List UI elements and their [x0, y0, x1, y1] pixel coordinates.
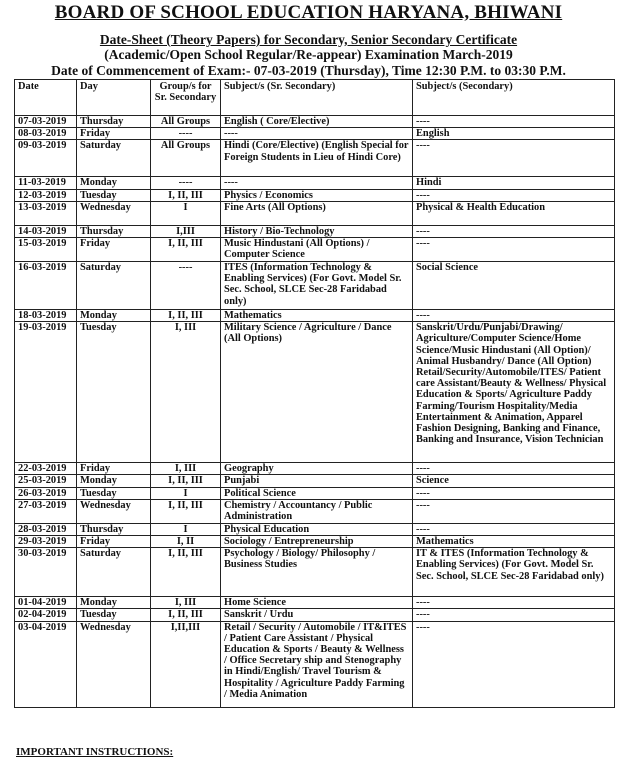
- date-cell: 25-03-2019: [15, 475, 77, 487]
- sr-subject-cell: Physical Education: [221, 523, 413, 535]
- sec-subject-cell: ----: [413, 116, 615, 128]
- groups-cell: I,III: [151, 225, 221, 237]
- day-cell: Wednesday: [77, 621, 151, 707]
- sec-subject-cell: ----: [413, 487, 615, 499]
- date-sheet-title: Date-Sheet (Theory Papers) for Secondary, Senior Secondary Certificate: [99, 31, 518, 47]
- groups-cell: I, II, III: [151, 548, 221, 597]
- day-cell: Tuesday: [77, 189, 151, 201]
- header-day: Day: [77, 80, 151, 116]
- date-cell: 18-03-2019: [15, 310, 77, 322]
- sr-subject-cell: Sanskrit / Urdu: [221, 609, 413, 621]
- day-cell: Friday: [77, 128, 151, 140]
- date-cell: 16-03-2019: [15, 262, 77, 310]
- sec-subject-cell: Science: [413, 475, 615, 487]
- table-row: [15, 177, 615, 189]
- sr-subject-cell: Hindi (Core/Elective) (English Special for Foreign Students in Lieu of Hindi Core): [221, 140, 413, 177]
- sec-subject-cell: ----: [413, 523, 615, 535]
- table-row: [15, 238, 615, 262]
- date-cell: 19-03-2019: [15, 322, 77, 463]
- date-cell: 09-03-2019: [15, 140, 77, 177]
- day-cell: Wednesday: [77, 499, 151, 523]
- sec-subject-cell: IT & ITES (Information Technology & Enabling Services) (For Govt. Model Sr. Sec. School, SLCE Sec-28 Faridabad only): [413, 548, 615, 597]
- sec-subject-cell: ----: [413, 238, 615, 262]
- day-cell: Wednesday: [77, 201, 151, 225]
- sec-subject-cell: ----: [413, 463, 615, 475]
- date-cell: 26-03-2019: [15, 487, 77, 499]
- day-cell: Tuesday: [77, 322, 151, 463]
- table-header-row: [15, 80, 615, 116]
- date-cell: 14-03-2019: [15, 225, 77, 237]
- groups-cell: All Groups: [151, 116, 221, 128]
- instructions-heading: IMPORTANT INSTRUCTIONS:: [16, 746, 174, 758]
- sr-subject-cell: Home Science: [221, 597, 413, 609]
- sec-subject-cell: ----: [413, 597, 615, 609]
- groups-cell: I, II: [151, 536, 221, 548]
- date-cell: 12-03-2019: [15, 189, 77, 201]
- sr-subject-cell: Music Hindustani (All Options) / Computer Science: [221, 238, 413, 262]
- board-title: BOARD OF SCHOOL EDUCATION HARYANA, BHIWANI: [54, 2, 563, 23]
- day-cell: Tuesday: [77, 487, 151, 499]
- table-row: [15, 523, 615, 535]
- table-row: [15, 597, 615, 609]
- sr-subject-cell: Military Science / Agriculture / Dance (All Options): [221, 322, 413, 463]
- groups-cell: ----: [151, 262, 221, 310]
- sec-subject-cell: Hindi: [413, 177, 615, 189]
- sr-subject-cell: ----: [221, 177, 413, 189]
- sec-subject-cell: ----: [413, 310, 615, 322]
- day-cell: Saturday: [77, 548, 151, 597]
- sec-subject-cell: ----: [413, 499, 615, 523]
- sec-subject-cell: Physical & Health Education: [413, 201, 615, 225]
- groups-cell: I,II,III: [151, 621, 221, 707]
- groups-cell: I, II, III: [151, 238, 221, 262]
- sr-subject-cell: Retail / Security / Automobile / IT&ITES / Patient Care Assistant / Physical Education & Sports / Beauty & Wellness / Office Secretary ship and Stenography in Hindi/English/ Travel Tourism & Hospitality / Agriculture Paddy Farming / Media Animation: [221, 621, 413, 707]
- groups-cell: I: [151, 201, 221, 225]
- date-cell: 28-03-2019: [15, 523, 77, 535]
- table-row: [15, 201, 615, 225]
- sec-subject-cell: Sanskrit/Urdu/Punjabi/Drawing/ Agriculture/Computer Science/Home Science/Music Hindustani (All Option)/ Animal Husbandry/ Dance (All Option) Retail/Security/Automobile/ITES/ Patient care Assistant/Beauty & Wellness/ Physical Education & Sports/ Agriculture Paddy Farming/Tourism Hospitality/Media Entertainment & Animation, Apparel Fashion Designing, Banking and Finance, Banking and Insurance, Vision Technician: [413, 322, 615, 463]
- groups-cell: All Groups: [151, 140, 221, 177]
- sec-subject-cell: English: [413, 128, 615, 140]
- sr-subject-cell: Chemistry / Accountancy / Public Administration: [221, 499, 413, 523]
- day-cell: Friday: [77, 238, 151, 262]
- groups-cell: I, III: [151, 597, 221, 609]
- sec-subject-cell: Mathematics: [413, 536, 615, 548]
- table-row: [15, 463, 615, 475]
- table-row: [15, 128, 615, 140]
- sec-subject-cell: Social Science: [413, 262, 615, 310]
- sr-subject-cell: English ( Core/Elective): [221, 116, 413, 128]
- date-cell: 03-04-2019: [15, 621, 77, 707]
- table-row: [15, 548, 615, 597]
- day-cell: Tuesday: [77, 609, 151, 621]
- date-cell: 22-03-2019: [15, 463, 77, 475]
- commencement-line: Date of Commencement of Exam:- 07-03-2019 (Thursday), Time 12:30 P.M. to 03:30 P.M.: [51, 62, 566, 78]
- exam-subtitle: (Academic/Open School Regular/Re-appear) Examination March-2019: [104, 47, 513, 63]
- day-cell: Monday: [77, 310, 151, 322]
- groups-cell: I: [151, 487, 221, 499]
- day-cell: Saturday: [77, 262, 151, 310]
- day-cell: Friday: [77, 463, 151, 475]
- table-row: [15, 225, 615, 237]
- day-cell: Monday: [77, 597, 151, 609]
- table-row: [15, 262, 615, 310]
- table-row: [15, 322, 615, 463]
- header-sec-subjects: Subject/s (Secondary): [413, 80, 615, 116]
- sec-subject-cell: ----: [413, 621, 615, 707]
- sr-subject-cell: Sociology / Entrepreneurship: [221, 536, 413, 548]
- sr-subject-cell: History / Bio-Technology: [221, 225, 413, 237]
- table-row: [15, 189, 615, 201]
- table-row: [15, 621, 615, 707]
- sr-subject-cell: Political Science: [221, 487, 413, 499]
- table-row: [15, 536, 615, 548]
- date-sheet-table: [14, 79, 615, 708]
- groups-cell: I, II, III: [151, 475, 221, 487]
- header-sr-subjects: Subject/s (Sr. Secondary): [221, 80, 413, 116]
- table-row: [15, 475, 615, 487]
- sec-subject-cell: ----: [413, 189, 615, 201]
- table-row: [15, 140, 615, 177]
- date-cell: 30-03-2019: [15, 548, 77, 597]
- groups-cell: ----: [151, 128, 221, 140]
- sec-subject-cell: ----: [413, 225, 615, 237]
- sr-subject-cell: Mathematics: [221, 310, 413, 322]
- table-row: [15, 310, 615, 322]
- date-cell: 07-03-2019: [15, 116, 77, 128]
- groups-cell: I: [151, 523, 221, 535]
- day-cell: Thursday: [77, 116, 151, 128]
- groups-cell: I, III: [151, 463, 221, 475]
- sr-subject-cell: Physics / Economics: [221, 189, 413, 201]
- groups-cell: I, II, III: [151, 499, 221, 523]
- table-row: [15, 499, 615, 523]
- table-row: [15, 609, 615, 621]
- groups-cell: I, II, III: [151, 609, 221, 621]
- sr-subject-cell: Psychology / Biology/ Philosophy / Business Studies: [221, 548, 413, 597]
- sr-subject-cell: Punjabi: [221, 475, 413, 487]
- date-cell: 27-03-2019: [15, 499, 77, 523]
- header-groups: Group/s for Sr. Secondary: [151, 80, 221, 116]
- table-row: [15, 487, 615, 499]
- table-row: [15, 116, 615, 128]
- sec-subject-cell: ----: [413, 140, 615, 177]
- date-cell: 11-03-2019: [15, 177, 77, 189]
- date-cell: 02-04-2019: [15, 609, 77, 621]
- groups-cell: I, III: [151, 322, 221, 463]
- groups-cell: I, II, III: [151, 189, 221, 201]
- sr-subject-cell: ----: [221, 128, 413, 140]
- day-cell: Saturday: [77, 140, 151, 177]
- date-cell: 13-03-2019: [15, 201, 77, 225]
- header-date: Date: [15, 80, 77, 116]
- sec-subject-cell: ----: [413, 609, 615, 621]
- date-cell: 08-03-2019: [15, 128, 77, 140]
- sr-subject-cell: Fine Arts (All Options): [221, 201, 413, 225]
- date-cell: 29-03-2019: [15, 536, 77, 548]
- day-cell: Friday: [77, 536, 151, 548]
- groups-cell: ----: [151, 177, 221, 189]
- sr-subject-cell: ITES (Information Technology & Enabling Services) (For Govt. Model Sr. Sec. School, SLCE Sec-28 Faridabad only): [221, 262, 413, 310]
- groups-cell: I, II, III: [151, 310, 221, 322]
- date-cell: 01-04-2019: [15, 597, 77, 609]
- sr-subject-cell: Geography: [221, 463, 413, 475]
- day-cell: Thursday: [77, 225, 151, 237]
- day-cell: Monday: [77, 177, 151, 189]
- day-cell: Monday: [77, 475, 151, 487]
- day-cell: Thursday: [77, 523, 151, 535]
- date-cell: 15-03-2019: [15, 238, 77, 262]
